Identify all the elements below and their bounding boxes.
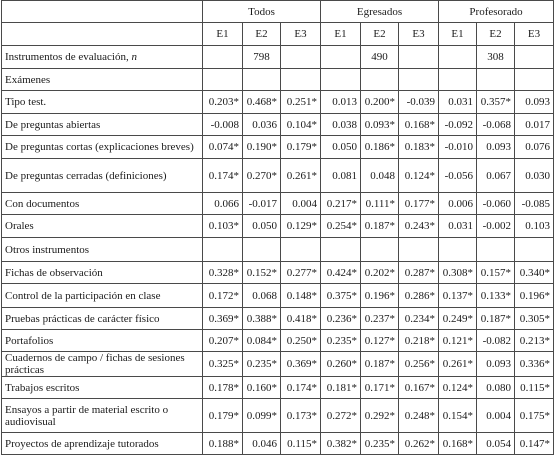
- correlation-value: -0.002: [477, 215, 515, 238]
- correlation-value: 0.187*: [477, 308, 515, 330]
- section-empty-cell: [515, 238, 554, 262]
- correlation-value: 0.207*: [203, 330, 243, 352]
- correlation-value: 0.196*: [515, 284, 554, 308]
- correlation-value: 0.188*: [203, 433, 243, 455]
- section-empty-cell: [243, 238, 281, 262]
- correlation-value: 0.154*: [439, 399, 477, 433]
- correlation-value: 0.168*: [439, 433, 477, 455]
- correlation-value: 0.254*: [321, 215, 361, 238]
- correlation-value: 0.129*: [281, 215, 321, 238]
- correlation-value: 0.124*: [439, 377, 477, 399]
- correlation-value: 0.187*: [361, 352, 399, 377]
- correlation-value: 0.048: [361, 159, 399, 193]
- correlation-value: -0.082: [477, 330, 515, 352]
- correlation-value: 0.200*: [361, 91, 399, 114]
- subcol-header: E3: [515, 23, 554, 46]
- correlation-value: 0.181*: [321, 377, 361, 399]
- correlation-value: 0.213*: [515, 330, 554, 352]
- correlation-value: 0.262*: [399, 433, 439, 455]
- correlation-value: -0.068: [477, 114, 515, 136]
- correlation-value: 0.093: [477, 352, 515, 377]
- correlation-value: 0.103*: [203, 215, 243, 238]
- section-empty-cell: [281, 69, 321, 91]
- correlation-value: 0.013: [321, 91, 361, 114]
- correlation-value: 0.177*: [399, 193, 439, 215]
- correlation-value: 0.157*: [477, 262, 515, 284]
- subcol-header: E3: [399, 23, 439, 46]
- correlation-value: -0.092: [439, 114, 477, 136]
- correlation-value: 0.388*: [243, 308, 281, 330]
- correlation-value: 0.235*: [321, 330, 361, 352]
- correlation-value: 0.031: [439, 91, 477, 114]
- correlation-value: 0.382*: [321, 433, 361, 455]
- correlation-value: 0.171*: [361, 377, 399, 399]
- correlation-value: 0.260*: [321, 352, 361, 377]
- correlation-value: 0.369*: [203, 308, 243, 330]
- correlation-value: 0.217*: [321, 193, 361, 215]
- group-header-egresados: Egresados: [321, 1, 439, 23]
- correlation-value: 0.160*: [243, 377, 281, 399]
- correlation-value: -0.008: [203, 114, 243, 136]
- table-row: [2, 262, 554, 284]
- subcol-header: E2: [477, 23, 515, 46]
- correlation-value: 0.234*: [399, 308, 439, 330]
- row-label: De preguntas abiertas: [2, 114, 203, 136]
- n-empty-cell: [399, 46, 439, 69]
- correlation-value: 0.099*: [243, 399, 281, 433]
- correlation-value: 0.261*: [281, 159, 321, 193]
- correlation-value: -0.017: [243, 193, 281, 215]
- correlation-value: 0.328*: [203, 262, 243, 284]
- section-empty-cell: [439, 238, 477, 262]
- correlation-value: 0.121*: [439, 330, 477, 352]
- correlation-value: 0.424*: [321, 262, 361, 284]
- table-row: [2, 215, 554, 238]
- section-empty-cell: [361, 69, 399, 91]
- correlation-value: 0.183*: [399, 136, 439, 159]
- correlation-value: 0.305*: [515, 308, 554, 330]
- correlation-value: 0.179*: [281, 136, 321, 159]
- correlation-value: 0.308*: [439, 262, 477, 284]
- correlation-value: 0.172*: [203, 284, 243, 308]
- correlation-value: 0.272*: [321, 399, 361, 433]
- correlation-value: 0.178*: [203, 377, 243, 399]
- subcol-header: E2: [361, 23, 399, 46]
- header-corner-cell: [2, 23, 203, 46]
- correlation-value: 0.046: [243, 433, 281, 455]
- correlation-value: -0.056: [439, 159, 477, 193]
- correlation-value: 0.236*: [321, 308, 361, 330]
- correlation-value: 0.418*: [281, 308, 321, 330]
- sample-size-symbol: n: [131, 51, 137, 63]
- correlation-value: 0.375*: [321, 284, 361, 308]
- correlation-value: 0.036: [243, 114, 281, 136]
- section-title-row: [2, 238, 554, 262]
- correlation-value: 0.256*: [399, 352, 439, 377]
- correlation-value: 0.093: [477, 136, 515, 159]
- correlation-value: 0.148*: [281, 284, 321, 308]
- correlation-value: 0.202*: [361, 262, 399, 284]
- correlation-value: -0.010: [439, 136, 477, 159]
- table-row: [2, 352, 554, 377]
- correlation-value: 0.093*: [361, 114, 399, 136]
- row-label: De preguntas cortas (explicaciones breves): [2, 136, 203, 159]
- section-title: Exámenes: [2, 69, 203, 91]
- correlation-value: 0.038: [321, 114, 361, 136]
- sample-size-value: 308: [477, 46, 515, 69]
- correlation-value: 0.124*: [399, 159, 439, 193]
- correlation-value: 0.081: [321, 159, 361, 193]
- correlation-value: 0.115*: [281, 433, 321, 455]
- correlation-value: 0.147*: [515, 433, 554, 455]
- section-empty-cell: [203, 69, 243, 91]
- correlation-value: 0.168*: [399, 114, 439, 136]
- correlation-table: [1, 0, 554, 455]
- row-label: Portafolios: [2, 330, 203, 352]
- correlation-value: 0.277*: [281, 262, 321, 284]
- correlation-value: 0.093: [515, 91, 554, 114]
- correlation-value: 0.067: [477, 159, 515, 193]
- group-header-profesorado: Profesorado: [439, 1, 554, 23]
- correlation-value: 0.174*: [203, 159, 243, 193]
- correlation-value: 0.068: [243, 284, 281, 308]
- table-row: [2, 330, 554, 352]
- correlation-value: -0.039: [399, 91, 439, 114]
- correlation-value: 0.017: [515, 114, 554, 136]
- correlation-value: 0.187*: [361, 215, 399, 238]
- table-row: [2, 377, 554, 399]
- correlation-value: 0.196*: [361, 284, 399, 308]
- section-empty-cell: [321, 69, 361, 91]
- section-empty-cell: [477, 238, 515, 262]
- row-label: De preguntas cerradas (definiciones): [2, 159, 203, 193]
- section-empty-cell: [203, 238, 243, 262]
- correlation-value: 0.167*: [399, 377, 439, 399]
- section-empty-cell: [361, 238, 399, 262]
- section-empty-cell: [243, 69, 281, 91]
- correlation-value: 0.235*: [361, 433, 399, 455]
- row-label: Pruebas prácticas de carácter físico: [2, 308, 203, 330]
- row-label: Cuadernos de campo / fichas de sesiones prácticas: [2, 352, 203, 377]
- n-empty-cell: [203, 46, 243, 69]
- correlation-value: 0.286*: [399, 284, 439, 308]
- correlation-value: 0.186*: [361, 136, 399, 159]
- sample-size-value: 798: [243, 46, 281, 69]
- correlation-value: 0.152*: [243, 262, 281, 284]
- correlation-value: 0.133*: [477, 284, 515, 308]
- correlation-value: 0.066: [203, 193, 243, 215]
- correlation-value: 0.104*: [281, 114, 321, 136]
- header-subcol-row: [2, 23, 554, 46]
- subcol-header: E3: [281, 23, 321, 46]
- table-row: [2, 284, 554, 308]
- section-empty-cell: [321, 238, 361, 262]
- correlation-value: 0.103: [515, 215, 554, 238]
- n-empty-cell: [281, 46, 321, 69]
- correlation-value: 0.137*: [439, 284, 477, 308]
- row-label: Fichas de observación: [2, 262, 203, 284]
- correlation-value: 0.292*: [361, 399, 399, 433]
- correlation-value: 0.287*: [399, 262, 439, 284]
- correlation-value: 0.261*: [439, 352, 477, 377]
- sample-size-value: 490: [361, 46, 399, 69]
- correlation-value: 0.369*: [281, 352, 321, 377]
- correlation-value: 0.050: [321, 136, 361, 159]
- correlation-value: 0.468*: [243, 91, 281, 114]
- subcol-header: E2: [243, 23, 281, 46]
- table-row: [2, 193, 554, 215]
- correlation-value: 0.054: [477, 433, 515, 455]
- correlation-value: 0.076: [515, 136, 554, 159]
- section-empty-cell: [281, 238, 321, 262]
- correlation-value: 0.080: [477, 377, 515, 399]
- section-empty-cell: [439, 69, 477, 91]
- correlation-value: -0.060: [477, 193, 515, 215]
- correlation-value: 0.004: [477, 399, 515, 433]
- subcol-header: E1: [439, 23, 477, 46]
- correlation-value: 0.127*: [361, 330, 399, 352]
- section-empty-cell: [477, 69, 515, 91]
- table-row: [2, 91, 554, 114]
- correlation-value: 0.237*: [361, 308, 399, 330]
- section-empty-cell: [399, 69, 439, 91]
- row-label: Trabajos escritos: [2, 377, 203, 399]
- correlation-value: 0.218*: [399, 330, 439, 352]
- correlation-value: 0.004: [281, 193, 321, 215]
- n-empty-cell: [439, 46, 477, 69]
- correlation-value: 0.174*: [281, 377, 321, 399]
- row-label: Orales: [2, 215, 203, 238]
- correlation-value: 0.115*: [515, 377, 554, 399]
- correlation-value: 0.357*: [477, 91, 515, 114]
- group-header-todos: Todos: [203, 1, 321, 23]
- table-row: [2, 308, 554, 330]
- correlation-value: -0.085: [515, 193, 554, 215]
- correlation-value: 0.050: [243, 215, 281, 238]
- table-row: [2, 399, 554, 433]
- correlation-value: 0.203*: [203, 91, 243, 114]
- row-label: Control de la participación en clase: [2, 284, 203, 308]
- section-title: Otros instrumentos: [2, 238, 203, 262]
- correlation-value: 0.249*: [439, 308, 477, 330]
- subcol-header: E1: [203, 23, 243, 46]
- section-title-row: [2, 69, 554, 91]
- correlation-value: 0.243*: [399, 215, 439, 238]
- correlation-value: 0.084*: [243, 330, 281, 352]
- correlation-value: 0.250*: [281, 330, 321, 352]
- row-label: Con documentos: [2, 193, 203, 215]
- n-empty-cell: [515, 46, 554, 69]
- correlation-value: 0.251*: [281, 91, 321, 114]
- correlation-value: 0.030: [515, 159, 554, 193]
- n-empty-cell: [321, 46, 361, 69]
- table-row: [2, 114, 554, 136]
- correlation-value: 0.336*: [515, 352, 554, 377]
- correlation-value: 0.248*: [399, 399, 439, 433]
- section-empty-cell: [515, 69, 554, 91]
- correlation-value: 0.173*: [281, 399, 321, 433]
- table-row: [2, 159, 554, 193]
- row-label: Tipo test.: [2, 91, 203, 114]
- correlation-value: 0.340*: [515, 262, 554, 284]
- header-group-row: [2, 1, 554, 23]
- section-empty-cell: [399, 238, 439, 262]
- row-label: Ensayos a partir de material escrito o audiovisual: [2, 399, 203, 433]
- sample-size-label: Instrumentos de evaluación, n: [2, 46, 203, 69]
- header-corner-cell: [2, 1, 203, 23]
- correlation-value: 0.031: [439, 215, 477, 238]
- correlation-value: 0.190*: [243, 136, 281, 159]
- row-label: Proyectos de aprendizaje tutorados: [2, 433, 203, 455]
- correlation-value: 0.325*: [203, 352, 243, 377]
- correlation-value: 0.235*: [243, 352, 281, 377]
- correlation-value: 0.179*: [203, 399, 243, 433]
- correlation-value: 0.175*: [515, 399, 554, 433]
- correlation-value: 0.006: [439, 193, 477, 215]
- correlation-value: 0.270*: [243, 159, 281, 193]
- table-row: [2, 433, 554, 455]
- correlation-value: 0.111*: [361, 193, 399, 215]
- subcol-header: E1: [321, 23, 361, 46]
- sample-size-row: [2, 46, 554, 69]
- correlation-value: 0.074*: [203, 136, 243, 159]
- table-row: [2, 136, 554, 159]
